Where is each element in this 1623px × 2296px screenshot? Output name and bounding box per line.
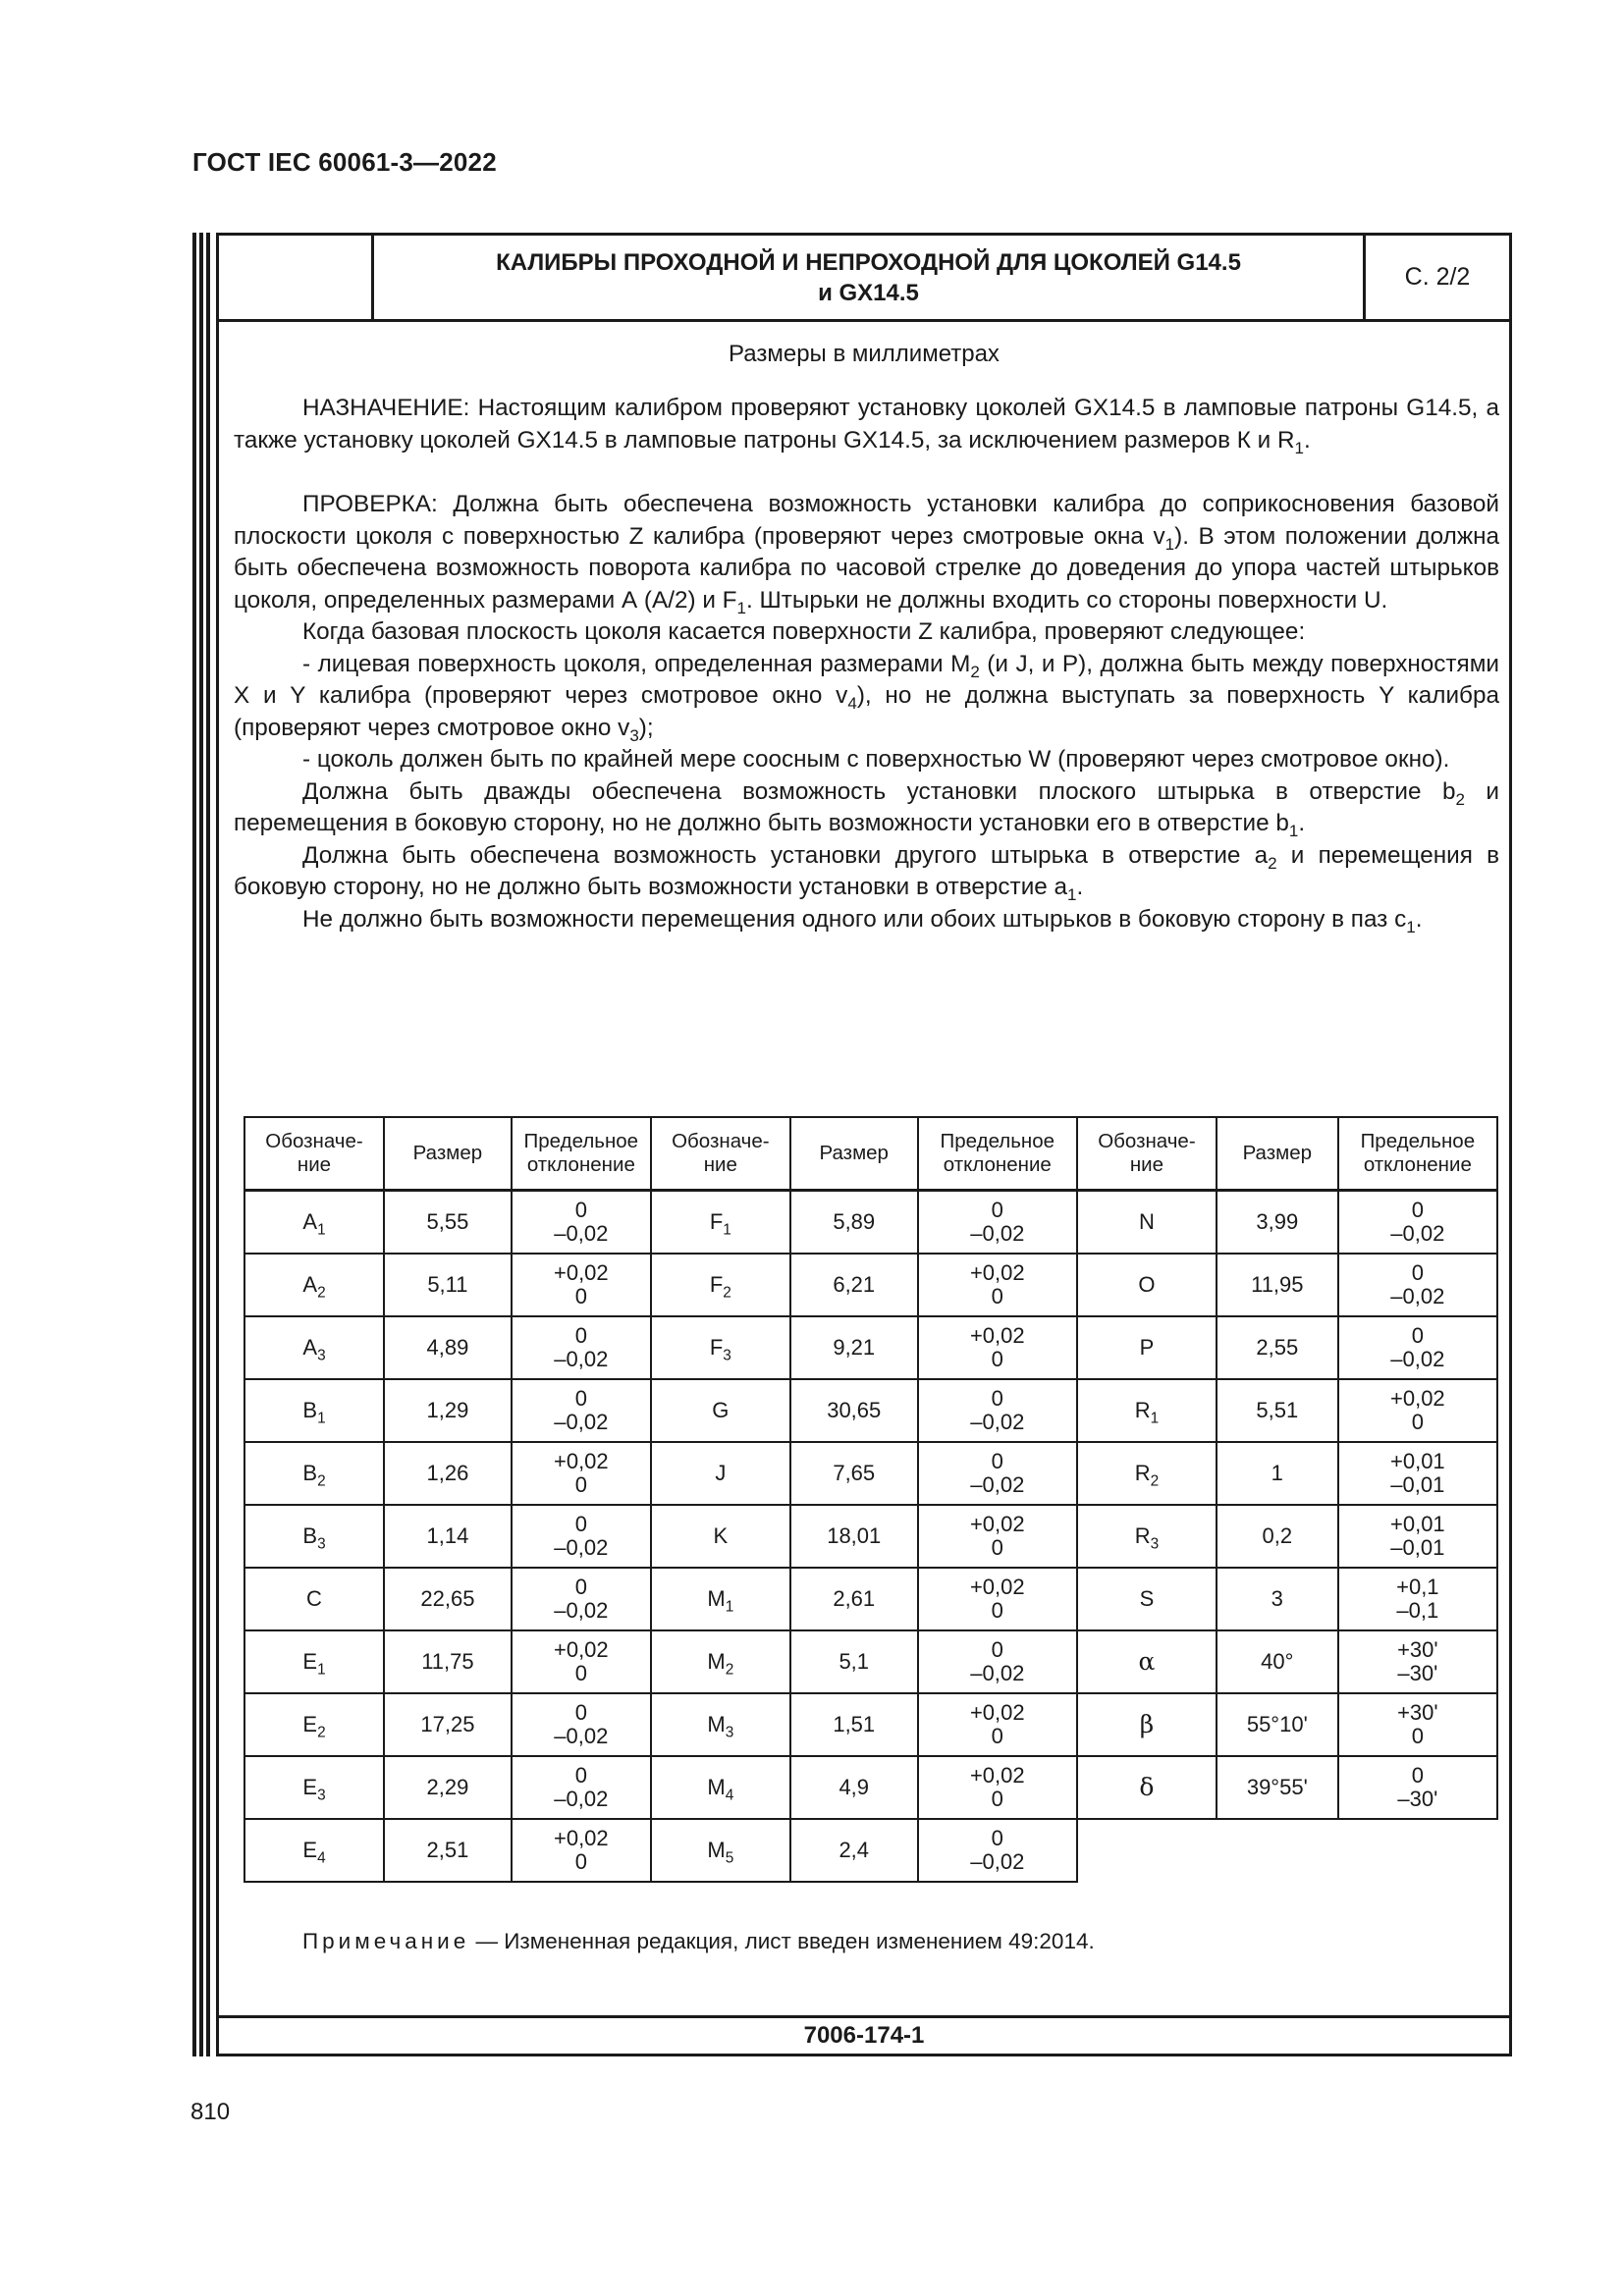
upper-deviation: +0,02: [553, 1449, 609, 1473]
tolerance-cell: [512, 1630, 651, 1693]
upper-deviation: +0,01: [1390, 1512, 1445, 1536]
upper-deviation: +0,02: [969, 1700, 1025, 1725]
lower-deviation: 0: [991, 1535, 1003, 1560]
lower-deviation: 0: [1411, 1724, 1424, 1748]
size-cell: 0,2: [1217, 1505, 1338, 1568]
upper-deviation: 0: [574, 1575, 587, 1599]
header-designation: Обозначе-ние: [244, 1117, 384, 1191]
table-row: [244, 1442, 1497, 1505]
lower-deviation: –0,02: [554, 1221, 609, 1246]
lower-deviation: 0: [991, 1347, 1003, 1371]
coax-paragraph: - цоколь должен быть по крайней мере соосным с поверхностью W (проверяют через смотровое окно).: [302, 746, 1450, 773]
lower-deviation: –0,02: [554, 1598, 609, 1623]
upper-deviation: +30': [1397, 1700, 1438, 1725]
tolerance-cell: [918, 1442, 1077, 1505]
lower-deviation: –0,1: [1396, 1598, 1439, 1623]
designation-cell: $F_3$: [651, 1316, 790, 1379]
lower-deviation: 0: [991, 1787, 1003, 1811]
tolerance-cell: [918, 1316, 1077, 1379]
lower-deviation: –0,02: [554, 1535, 609, 1560]
size-cell: 30,65: [790, 1379, 918, 1442]
header-size: Размер: [790, 1117, 918, 1191]
flat-pin-paragraph: Должна быть дважды обеспечена возможность установки плоского штырька в отверстие $b_2$ и перемещения в боковую сторону, но не должно быть возможности установки его в отверстие $b_1$.: [234, 777, 1499, 840]
tolerance-cell: [1338, 1693, 1497, 1756]
lower-deviation: –0,02: [970, 1661, 1025, 1685]
designation-cell: $R_3$: [1077, 1505, 1217, 1568]
designation-cell: α: [1077, 1630, 1217, 1693]
tolerance-cell: [512, 1442, 651, 1505]
tolerance-cell: [512, 1316, 651, 1379]
sheet-code: 7006-174-1: [219, 2015, 1509, 2054]
designation-cell: $B_1$: [244, 1379, 384, 1442]
upper-deviation: +0,02: [969, 1763, 1025, 1788]
designation-cell: S: [1077, 1568, 1217, 1630]
slot-paragraph: Не должно быть возможности перемещения одного или обоих штырьков в боковую сторону в паз $c_1$.: [302, 905, 1423, 936]
tolerance-cell: [918, 1756, 1077, 1819]
sheet-title-line1: КАЛИБРЫ ПРОХОДНОЙ И НЕПРОХОДНОЙ ДЛЯ ЦОКОЛЕЙ G14.5: [496, 248, 1241, 276]
tolerance-cell: [918, 1191, 1077, 1255]
table-row: [244, 1316, 1497, 1379]
upper-deviation: 0: [574, 1386, 587, 1411]
designation-cell: O: [1077, 1254, 1217, 1316]
tolerance-cell: [512, 1379, 651, 1442]
size-cell: 1,51: [790, 1693, 918, 1756]
tolerance-cell: [1338, 1630, 1497, 1693]
other-pin-paragraph: Должна быть обеспечена возможность установки другого штырька в отверстие $a_2$ и перемещения в боковую сторону, но не должно быть возможности установки в отверстие $a_1$.: [234, 841, 1499, 904]
size-cell: 1,29: [384, 1379, 512, 1442]
upper-deviation: 0: [991, 1198, 1003, 1222]
upper-deviation: 0: [574, 1323, 587, 1348]
upper-deviation: +0,02: [553, 1637, 609, 1662]
size-cell: 22,65: [384, 1568, 512, 1630]
designation-cell: J: [651, 1442, 790, 1505]
tolerance-cell: [512, 1693, 651, 1756]
size-cell: 6,21: [790, 1254, 918, 1316]
purpose-paragraph: НАЗНАЧЕНИЕ: Настоящим калибром проверяют установку цоколей GX14.5 в ламповые патроны G14.5, а также установку цоколей GX14.5 в ламповые патроны GX14.5, за исключением размеров К и $R_1$.: [234, 395, 1499, 457]
size-cell: 9,21: [790, 1316, 918, 1379]
lower-deviation: –0,02: [1390, 1284, 1445, 1308]
upper-deviation: +0,02: [1390, 1386, 1445, 1411]
page-number: 810: [190, 2099, 231, 2125]
check-paragraph: ПРОВЕРКА: Должна быть обеспечена возможность установки калибра до соприкосновения базовой плоскости цоколя с поверхностью Z калибра (проверяют через смотровые окна $v_1$). В этом положении должна быть обеспечена возможность поворота калибра по часовой стрелке до доведения до упора частей штырьков цоколя, определенных размерами А (А/2) и $F_1$. Штырьки не должны входить со стороны поверхности U.: [234, 491, 1500, 617]
table-row: [244, 1254, 1497, 1316]
tolerance-cell: [918, 1568, 1077, 1630]
header-tolerance: Предельное отклонение: [918, 1117, 1077, 1191]
lower-deviation: –0,02: [554, 1787, 609, 1811]
size-cell: 11,75: [384, 1630, 512, 1693]
designation-cell: $A_1$: [244, 1191, 384, 1255]
size-cell: 1: [1217, 1442, 1338, 1505]
upper-deviation: +0,02: [553, 1260, 609, 1285]
tolerance-cell: [512, 1505, 651, 1568]
tolerance-cell: [1338, 1191, 1497, 1255]
tolerance-cell: [1338, 1379, 1497, 1442]
upper-deviation: 0: [574, 1763, 587, 1788]
tolerance-cell: [1338, 1756, 1497, 1819]
designation-cell: $E_2$: [244, 1693, 384, 1756]
upper-deviation: 0: [574, 1700, 587, 1725]
upper-deviation: 0: [574, 1198, 587, 1222]
upper-deviation: 0: [1411, 1198, 1424, 1222]
title-block: [219, 236, 1509, 322]
size-cell: 11,95: [1217, 1254, 1338, 1316]
tolerance-cell: [918, 1254, 1077, 1316]
table-row: [244, 1693, 1497, 1756]
upper-deviation: 0: [574, 1512, 587, 1536]
note: [302, 1929, 1095, 1954]
note-label: Примечание: [302, 1929, 470, 1953]
table-body: [244, 1191, 1497, 1883]
table-row: [244, 1568, 1497, 1630]
header-size: Размер: [1217, 1117, 1338, 1191]
upper-deviation: 0: [991, 1449, 1003, 1473]
table-row: [244, 1756, 1497, 1819]
table-row: [244, 1819, 1497, 1882]
designation-cell: P: [1077, 1316, 1217, 1379]
size-cell: 4,9: [790, 1756, 918, 1819]
upper-deviation: 0: [1411, 1763, 1424, 1788]
upper-deviation: +0,02: [553, 1826, 609, 1850]
sheet-title: [374, 236, 1366, 319]
size-cell: 40°: [1217, 1630, 1338, 1693]
table-row: [244, 1379, 1497, 1442]
lower-deviation: –0,02: [554, 1724, 609, 1748]
lower-deviation: 0: [991, 1598, 1003, 1623]
contact-paragraph: Когда базовая плоскость цоколя касается поверхности Z калибра, проверяют следующее:: [302, 618, 1306, 645]
size-cell: 7,65: [790, 1442, 918, 1505]
tolerance-cell: [1338, 1505, 1497, 1568]
size-cell: 17,25: [384, 1693, 512, 1756]
header-tolerance: Предельное отклонение: [1338, 1117, 1497, 1191]
size-cell: 39°55': [1217, 1756, 1338, 1819]
lower-deviation: –0,02: [554, 1410, 609, 1434]
tolerance-cell: [918, 1505, 1077, 1568]
margin-bar-middle: [199, 233, 203, 2056]
size-cell: 4,89: [384, 1316, 512, 1379]
designation-cell: $A_2$: [244, 1254, 384, 1316]
lower-deviation: –0,02: [554, 1347, 609, 1371]
size-cell: 1,14: [384, 1505, 512, 1568]
tolerance-cell: [918, 1693, 1077, 1756]
margin-bar-outer: [192, 233, 196, 2056]
designation-cell: $E_4$: [244, 1819, 384, 1882]
designation-cell: G: [651, 1379, 790, 1442]
designation-cell: $R_2$: [1077, 1442, 1217, 1505]
header-size: Размер: [384, 1117, 512, 1191]
designation-cell: $B_3$: [244, 1505, 384, 1568]
size-cell: 5,1: [790, 1630, 918, 1693]
upper-deviation: +0,02: [969, 1575, 1025, 1599]
size-cell: 1,26: [384, 1442, 512, 1505]
designation-cell: N: [1077, 1191, 1217, 1255]
lower-deviation: 0: [574, 1661, 587, 1685]
note-text: — Измененная редакция, лист введен изменением 49:2014.: [469, 1929, 1095, 1953]
designation-cell: $A_3$: [244, 1316, 384, 1379]
lower-deviation: 0: [991, 1724, 1003, 1748]
size-cell: 18,01: [790, 1505, 918, 1568]
empty-cell: [1217, 1819, 1338, 1882]
upper-deviation: +30': [1397, 1637, 1438, 1662]
designation-cell: $M_4$: [651, 1756, 790, 1819]
title-blank-cell: [219, 236, 374, 319]
lower-deviation: 0: [1411, 1410, 1424, 1434]
table-row: [244, 1630, 1497, 1693]
designation-cell: $M_5$: [651, 1819, 790, 1882]
header-tolerance: Предельное отклонение: [512, 1117, 651, 1191]
dimensions-table: [243, 1116, 1498, 1883]
designation-cell: $B_2$: [244, 1442, 384, 1505]
tolerance-cell: [512, 1568, 651, 1630]
size-cell: 2,29: [384, 1756, 512, 1819]
tolerance-cell: [1338, 1568, 1497, 1630]
lower-deviation: 0: [991, 1284, 1003, 1308]
lower-deviation: –0,01: [1390, 1472, 1445, 1497]
upper-deviation: +0,1: [1396, 1575, 1439, 1599]
lower-deviation: –30': [1397, 1787, 1438, 1811]
margin-bar-inner: [206, 233, 210, 2056]
header-designation: Обозначе-ние: [651, 1117, 790, 1191]
upper-deviation: 0: [991, 1826, 1003, 1850]
lower-deviation: –30': [1397, 1661, 1438, 1685]
table-header-row: [244, 1117, 1497, 1191]
units-caption: Размеры в миллиметрах: [729, 341, 1000, 367]
body-text: [234, 393, 1499, 935]
upper-deviation: 0: [991, 1637, 1003, 1662]
designation-cell: $M_3$: [651, 1693, 790, 1756]
upper-deviation: +0,02: [969, 1512, 1025, 1536]
size-cell: 2,4: [790, 1819, 918, 1882]
lower-deviation: –0,02: [970, 1472, 1025, 1497]
upper-deviation: +0,02: [969, 1323, 1025, 1348]
lower-deviation: –0,02: [970, 1221, 1025, 1246]
size-cell: 55°10': [1217, 1693, 1338, 1756]
lower-deviation: –0,02: [1390, 1347, 1445, 1371]
tolerance-cell: [512, 1756, 651, 1819]
size-cell: 5,51: [1217, 1379, 1338, 1442]
designation-cell: $F_2$: [651, 1254, 790, 1316]
lower-deviation: 0: [574, 1472, 587, 1497]
header-designation: Обозначе-ние: [1077, 1117, 1217, 1191]
designation-cell: $E_3$: [244, 1756, 384, 1819]
designation-cell: β: [1077, 1693, 1217, 1756]
tolerance-cell: [512, 1254, 651, 1316]
table-row: [244, 1505, 1497, 1568]
designation-cell: C: [244, 1568, 384, 1630]
size-cell: 3: [1217, 1568, 1338, 1630]
size-cell: 5,11: [384, 1254, 512, 1316]
tolerance-cell: [512, 1191, 651, 1255]
designation-cell: $R_1$: [1077, 1379, 1217, 1442]
designation-cell: K: [651, 1505, 790, 1568]
lower-deviation: 0: [574, 1284, 587, 1308]
sheet-page-ref: С. 2/2: [1404, 263, 1471, 291]
face-paragraph: - лицевая поверхность цоколя, определенная размерами $М_2$ (и J, и Р), должна быть между поверхностями X и Y калибра (проверяют через смотровое окно $v_4$), но не должна выступать за поверхность Y калибра (проверяют через смотровое окно $v_3$);: [234, 650, 1499, 745]
designation-cell: $M_1$: [651, 1568, 790, 1630]
size-cell: 5,55: [384, 1191, 512, 1255]
tolerance-cell: [918, 1379, 1077, 1442]
upper-deviation: +0,02: [969, 1260, 1025, 1285]
size-cell: 5,89: [790, 1191, 918, 1255]
upper-deviation: 0: [1411, 1260, 1424, 1285]
lower-deviation: 0: [574, 1849, 587, 1874]
empty-cell: [1077, 1819, 1217, 1882]
size-cell: 2,55: [1217, 1316, 1338, 1379]
size-cell: 3,99: [1217, 1191, 1338, 1255]
table-row: [244, 1191, 1497, 1255]
lower-deviation: –0,02: [970, 1410, 1025, 1434]
lower-deviation: –0,02: [1390, 1221, 1445, 1246]
empty-cell: [1338, 1819, 1497, 1882]
lower-deviation: –0,02: [970, 1849, 1025, 1874]
designation-cell: δ: [1077, 1756, 1217, 1819]
size-cell: 2,51: [384, 1819, 512, 1882]
upper-deviation: 0: [991, 1386, 1003, 1411]
upper-deviation: 0: [1411, 1323, 1424, 1348]
tolerance-cell: [918, 1630, 1077, 1693]
designation-cell: $F_1$: [651, 1191, 790, 1255]
tolerance-cell: [1338, 1316, 1497, 1379]
upper-deviation: +0,01: [1390, 1449, 1445, 1473]
tolerance-cell: [512, 1819, 651, 1882]
size-cell: 2,61: [790, 1568, 918, 1630]
lower-deviation: –0,01: [1390, 1535, 1445, 1560]
designation-cell: $M_2$: [651, 1630, 790, 1693]
tolerance-cell: [918, 1819, 1077, 1882]
tolerance-cell: [1338, 1442, 1497, 1505]
sheet-title-line2: и GX14.5: [818, 279, 919, 306]
designation-cell: $E_1$: [244, 1630, 384, 1693]
sheet-frame: [216, 233, 1512, 2056]
tolerance-cell: [1338, 1254, 1497, 1316]
document-header: ГОСТ IEC 60061-3—2022: [192, 147, 497, 177]
